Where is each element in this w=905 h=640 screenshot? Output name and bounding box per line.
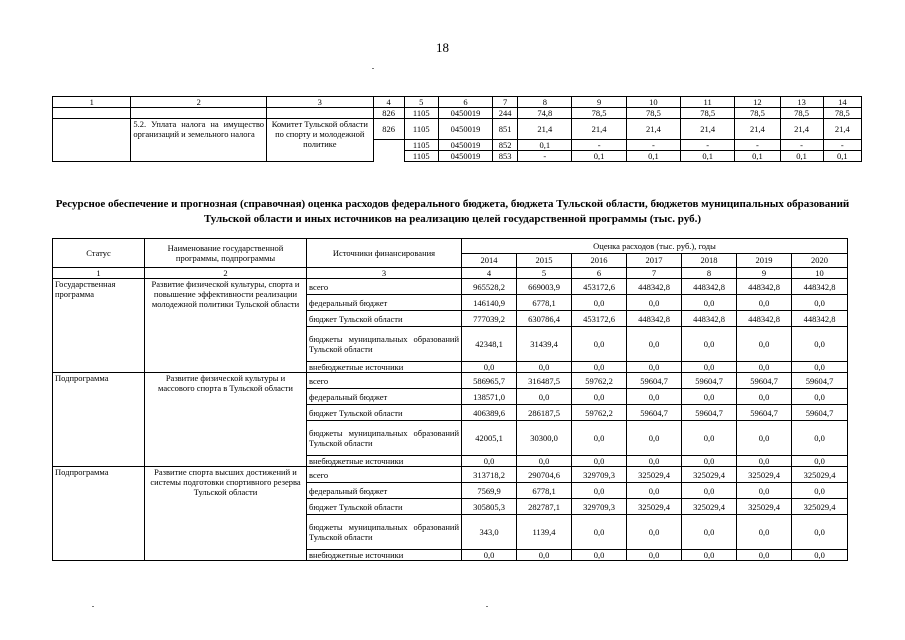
- value-cell: 325029,4: [792, 467, 848, 483]
- value-cell: 0,0: [682, 295, 737, 311]
- value-cell: 0,0: [517, 456, 572, 467]
- year-header: 2017: [627, 253, 682, 268]
- value-cell: 0,0: [572, 362, 627, 373]
- value-cell: 0,0: [682, 483, 737, 499]
- table-cell: -: [572, 140, 626, 151]
- value-cell: 965528,2: [462, 279, 517, 295]
- program-name-cell: Развитие спорта высших достижений и системы подготовки спортивного резерва Тульской области: [145, 467, 307, 561]
- table-cell: -: [681, 140, 735, 151]
- value-cell: 448342,8: [792, 279, 848, 295]
- value-cell: 0,0: [682, 389, 737, 405]
- column-number: 8: [682, 268, 737, 279]
- table-cell: 21,4: [518, 119, 572, 140]
- value-cell: 448342,8: [792, 311, 848, 327]
- section-heading: Ресурсное обеспечение и прогнозная (справочная) оценка расходов федерального бюджета, бюджета Тульской области, бюджетов муниципальных образований Тульской области и иных источников на реализацию целей государственной программы (тыс. руб.): [55, 198, 850, 225]
- top-col-number: 6: [438, 97, 492, 108]
- value-cell: 777039,2: [462, 311, 517, 327]
- table-cell: 0450019: [438, 140, 492, 151]
- value-cell: 0,0: [627, 327, 682, 362]
- col-header-estimate: Оценка расходов (тыс. руб.), годы: [462, 239, 848, 254]
- table-cell: 78,5: [572, 108, 626, 119]
- value-cell: 0,0: [682, 456, 737, 467]
- value-cell: 325029,4: [737, 499, 792, 515]
- value-cell: 0,0: [792, 483, 848, 499]
- table-cell: -: [780, 140, 823, 151]
- top-col-number: 9: [572, 97, 626, 108]
- funding-source-cell: федеральный бюджет: [307, 295, 462, 311]
- funding-source-cell: федеральный бюджет: [307, 483, 462, 499]
- value-cell: 59762,2: [572, 405, 627, 421]
- table-cell: 78,5: [735, 108, 780, 119]
- value-cell: 0,0: [572, 515, 627, 550]
- value-cell: 448342,8: [627, 279, 682, 295]
- value-cell: 0,0: [462, 456, 517, 467]
- funding-source-cell: бюджет Тульской области: [307, 499, 462, 515]
- table-cell: 0,1: [780, 151, 823, 162]
- value-cell: 0,0: [792, 362, 848, 373]
- value-cell: 0,0: [462, 362, 517, 373]
- table-cell: 21,4: [681, 119, 735, 140]
- value-cell: 0,0: [572, 295, 627, 311]
- value-cell: 453172,6: [572, 279, 627, 295]
- value-cell: 448342,8: [682, 279, 737, 295]
- column-number: 5: [517, 268, 572, 279]
- empty-cell: [373, 151, 404, 162]
- value-cell: 0,0: [792, 295, 848, 311]
- table-cell: 851: [493, 119, 518, 140]
- table-cell: 74,8: [518, 108, 572, 119]
- column-number: 4: [462, 268, 517, 279]
- value-cell: 0,0: [737, 362, 792, 373]
- value-cell: 0,0: [792, 327, 848, 362]
- top-col-number: 3: [267, 97, 374, 108]
- value-cell: 0,0: [682, 362, 737, 373]
- column-number: 6: [572, 268, 627, 279]
- status-cell: Подпрограмма: [53, 467, 145, 561]
- value-cell: 59604,7: [737, 405, 792, 421]
- empty-cell: [53, 119, 131, 162]
- value-cell: 0,0: [572, 327, 627, 362]
- value-cell: 0,0: [517, 550, 572, 561]
- value-cell: 0,0: [627, 515, 682, 550]
- value-cell: 325029,4: [682, 467, 737, 483]
- value-cell: 282787,1: [517, 499, 572, 515]
- table-row: [53, 279, 848, 295]
- table-header-row: [53, 239, 848, 254]
- year-header: 2014: [462, 253, 517, 268]
- value-cell: 630786,4: [517, 311, 572, 327]
- value-cell: 313718,2: [462, 467, 517, 483]
- funding-source-cell: бюджеты муниципальных образований Тульской области: [307, 515, 462, 550]
- value-cell: 0,0: [572, 389, 627, 405]
- value-cell: 0,0: [682, 421, 737, 456]
- value-cell: 0,0: [792, 456, 848, 467]
- top-col-number: 4: [373, 97, 404, 108]
- table-cell: 0,1: [626, 151, 680, 162]
- value-cell: 0,0: [682, 515, 737, 550]
- top-table-row: [53, 108, 862, 119]
- table-cell: 1105: [404, 140, 438, 151]
- table-cell: 853: [493, 151, 518, 162]
- column-number: 1: [53, 268, 145, 279]
- table-cell: -: [823, 140, 861, 151]
- value-cell: 59604,7: [627, 405, 682, 421]
- value-cell: 0,0: [737, 327, 792, 362]
- top-col-number: 5: [404, 97, 438, 108]
- table-cell: 244: [493, 108, 518, 119]
- value-cell: 0,0: [517, 389, 572, 405]
- funding-source-cell: бюджет Тульской области: [307, 311, 462, 327]
- value-cell: 0,0: [627, 550, 682, 561]
- top-col-number: 8: [518, 97, 572, 108]
- top-col-number: 12: [735, 97, 780, 108]
- value-cell: 59604,7: [792, 405, 848, 421]
- table-cell: 78,5: [780, 108, 823, 119]
- value-cell: 325029,4: [627, 499, 682, 515]
- column-number: 2: [145, 268, 307, 279]
- value-cell: 0,0: [737, 483, 792, 499]
- value-cell: 0,0: [627, 483, 682, 499]
- value-cell: 343,0: [462, 515, 517, 550]
- top-col-number: 11: [681, 97, 735, 108]
- value-cell: 0,0: [792, 515, 848, 550]
- value-cell: 59604,7: [682, 373, 737, 389]
- value-cell: 59604,7: [682, 405, 737, 421]
- value-cell: 59604,7: [627, 373, 682, 389]
- value-cell: 1139,4: [517, 515, 572, 550]
- value-cell: 7569,9: [462, 483, 517, 499]
- value-cell: 325029,4: [737, 467, 792, 483]
- value-cell: 0,0: [737, 515, 792, 550]
- value-cell: 448342,8: [627, 311, 682, 327]
- value-cell: 0,0: [737, 389, 792, 405]
- column-number: 9: [737, 268, 792, 279]
- empty-cell: [131, 108, 267, 119]
- resource-table: [52, 238, 848, 561]
- value-cell: 42005,1: [462, 421, 517, 456]
- value-cell: 0,0: [792, 389, 848, 405]
- value-cell: 138571,0: [462, 389, 517, 405]
- table-cell: 826: [373, 119, 404, 140]
- table-cell: 78,5: [626, 108, 680, 119]
- value-cell: 0,0: [792, 421, 848, 456]
- funding-source-cell: внебюджетные источники: [307, 550, 462, 561]
- value-cell: 42348,1: [462, 327, 517, 362]
- value-cell: 290704,6: [517, 467, 572, 483]
- value-cell: 305805,3: [462, 499, 517, 515]
- value-cell: 59762,2: [572, 373, 627, 389]
- value-cell: 0,0: [572, 483, 627, 499]
- page-number: 18: [436, 40, 449, 55]
- table-cell: -: [735, 140, 780, 151]
- table-cell: 852: [493, 140, 518, 151]
- value-cell: 0,0: [572, 421, 627, 456]
- top-col-number: 2: [131, 97, 267, 108]
- value-cell: 31439,4: [517, 327, 572, 362]
- top-col-number: 7: [493, 97, 518, 108]
- value-cell: 286187,5: [517, 405, 572, 421]
- table-cell: 0450019: [438, 151, 492, 162]
- value-cell: 0,0: [627, 421, 682, 456]
- value-cell: 0,0: [737, 550, 792, 561]
- year-header: 2015: [517, 253, 572, 268]
- table-cell: 826: [373, 108, 404, 119]
- empty-cell: [267, 108, 374, 119]
- value-cell: 448342,8: [682, 311, 737, 327]
- value-cell: 329709,3: [572, 499, 627, 515]
- value-cell: 406389,6: [462, 405, 517, 421]
- value-cell: 0,0: [572, 550, 627, 561]
- table-cell: 0450019: [438, 108, 492, 119]
- value-cell: 0,0: [737, 295, 792, 311]
- value-cell: 329709,3: [572, 467, 627, 483]
- top-table-header-row: [53, 97, 862, 108]
- table-cell: 0,1: [735, 151, 780, 162]
- funding-source-cell: всего: [307, 467, 462, 483]
- value-cell: 59604,7: [792, 373, 848, 389]
- table-cell: 21,4: [626, 119, 680, 140]
- column-number-row: [53, 268, 848, 279]
- funding-source-cell: федеральный бюджет: [307, 389, 462, 405]
- top-col-number: 10: [626, 97, 680, 108]
- value-cell: 586965,7: [462, 373, 517, 389]
- value-cell: 448342,8: [737, 279, 792, 295]
- year-header: 2016: [572, 253, 627, 268]
- top-table-row: [53, 119, 862, 140]
- empty-cell: [53, 108, 131, 119]
- table-cell: 0450019: [438, 119, 492, 140]
- value-cell: 325029,4: [682, 499, 737, 515]
- table-cell: 21,4: [735, 119, 780, 140]
- table-cell: 1105: [404, 151, 438, 162]
- value-cell: 0,0: [572, 456, 627, 467]
- col-header-name: Наименование государственной программы, подпрограммы: [145, 239, 307, 268]
- value-cell: 0,0: [627, 362, 682, 373]
- table-cell: 78,5: [823, 108, 861, 119]
- funding-source-cell: бюджеты муниципальных образований Тульской области: [307, 327, 462, 362]
- value-cell: 0,0: [462, 550, 517, 561]
- table-cell: 21,4: [572, 119, 626, 140]
- funding-source-cell: внебюджетные источники: [307, 456, 462, 467]
- top-col-number: 1: [53, 97, 131, 108]
- executor-name: Комитет Тульской области по спорту и молодежной политике: [267, 119, 374, 162]
- value-cell: 0,0: [737, 456, 792, 467]
- value-cell: 448342,8: [737, 311, 792, 327]
- table-cell: 78,5: [681, 108, 735, 119]
- table-cell: 0,1: [823, 151, 861, 162]
- col-header-status: Статус: [53, 239, 145, 268]
- value-cell: 146140,9: [462, 295, 517, 311]
- value-cell: 453172,6: [572, 311, 627, 327]
- year-header: 2020: [792, 253, 848, 268]
- table-cell: -: [626, 140, 680, 151]
- value-cell: 0,0: [627, 389, 682, 405]
- funding-source-cell: бюджет Тульской области: [307, 405, 462, 421]
- table-cell: 1105: [404, 119, 438, 140]
- value-cell: 325029,4: [627, 467, 682, 483]
- item-name: 5.2. Уплата налога на имущество организаций и земельного налога: [131, 119, 267, 162]
- value-cell: 0,0: [627, 456, 682, 467]
- empty-cell: [373, 140, 404, 151]
- year-header: 2018: [682, 253, 737, 268]
- table-cell: -: [518, 151, 572, 162]
- value-cell: 6778,1: [517, 295, 572, 311]
- table-cell: 0,1: [681, 151, 735, 162]
- table-cell: 21,4: [780, 119, 823, 140]
- column-number: 7: [627, 268, 682, 279]
- top-col-number: 14: [823, 97, 861, 108]
- table-row: [53, 467, 848, 483]
- value-cell: 316487,5: [517, 373, 572, 389]
- table-row: [53, 373, 848, 389]
- value-cell: 59604,7: [737, 373, 792, 389]
- funding-source-cell: всего: [307, 279, 462, 295]
- value-cell: 0,0: [682, 550, 737, 561]
- table-cell: 1105: [404, 108, 438, 119]
- value-cell: 0,0: [517, 362, 572, 373]
- value-cell: 325029,4: [792, 499, 848, 515]
- value-cell: 6778,1: [517, 483, 572, 499]
- funding-source-cell: бюджеты муниципальных образований Тульской области: [307, 421, 462, 456]
- col-header-sources: Источники финансирования: [307, 239, 462, 268]
- value-cell: 30300,0: [517, 421, 572, 456]
- top-table: [52, 96, 862, 162]
- table-cell: 0,1: [518, 140, 572, 151]
- top-col-number: 13: [780, 97, 823, 108]
- funding-source-cell: внебюджетные источники: [307, 362, 462, 373]
- table-cell: 21,4: [823, 119, 861, 140]
- value-cell: 0,0: [737, 421, 792, 456]
- value-cell: 0,0: [792, 550, 848, 561]
- year-header: 2019: [737, 253, 792, 268]
- value-cell: 669003,9: [517, 279, 572, 295]
- value-cell: 0,0: [682, 327, 737, 362]
- status-cell: Государственная программа: [53, 279, 145, 373]
- table-cell: 0,1: [572, 151, 626, 162]
- status-cell: Подпрограмма: [53, 373, 145, 467]
- column-number: 10: [792, 268, 848, 279]
- funding-source-cell: всего: [307, 373, 462, 389]
- program-name-cell: Развитие физической культуры, спорта и повышение эффективности реализации молодежной политики Тульской области: [145, 279, 307, 373]
- program-name-cell: Развитие физической культуры и массового спорта в Тульской области: [145, 373, 307, 467]
- column-number: 3: [307, 268, 462, 279]
- value-cell: 0,0: [627, 295, 682, 311]
